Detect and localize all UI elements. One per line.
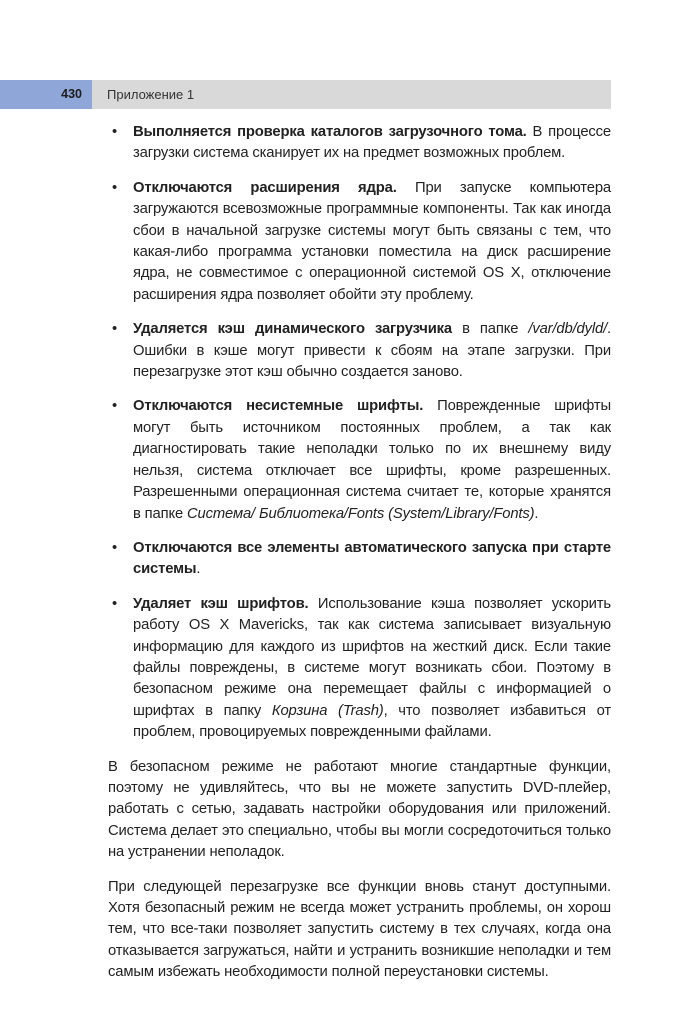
item-text: . [196,561,201,578]
item-text: в папке [452,321,529,338]
item-lead: Удаляется кэш динамического загрузчика [133,321,452,338]
list-item [108,538,611,581]
item-path: Корзина (Trash) [271,702,384,719]
item-text: Поврежденные шрифты могут быть источником постоянных проблем, а так как диагностировать такие неполадки только по их внешнему виду нельзя, система отключает все шрифты, кроме разрешенных. Разрешенными операционная система считает те, которые хранятся в папке [133,398,611,522]
section-title: Приложение 1 [92,80,611,109]
list-item [108,396,611,524]
item-text: . Ошибки в кэше могут привести к сбоям на этапе загрузки. При перезагрузке этот кэш обычно создается заново. [133,321,612,381]
paragraph: При следующей перезагрузке все функции вновь станут доступными. Хотя безопасный режим не всегда может устранить проблемы, он хорош тем, что все-таки позволяет запустить систему в тех случаях, когда она отказывается загружаться, найти и устранить возникшие неполадки и тем самым избежать необходимости полной переустановки системы. [108,878,611,981]
item-lead: Отключаются несистемные шрифты. [133,398,424,415]
item-lead: Удаляет кэш шрифтов. [133,595,309,612]
list-item [108,594,611,744]
item-path: Система/ Библиотека/Fonts (System/Library/Fonts) [187,505,535,522]
item-text: Использование кэша позволяет ускорить работу OS X Mavericks, так как система записывает визуальную информацию для каждого из шрифтов на жесткий диск. Если такие файлы повреждены, в системе могут возникать сбои. Поэтому в безопасном режиме она перемещает файлы с информацией о шрифтах в папку [133,595,611,719]
list-item [108,122,611,165]
item-text: , что позволяет избавиться от проблем, провоцируемых поврежденными файлами. [133,702,612,741]
list-item [108,319,611,383]
item-text: При запуске компьютера загружаются всевозможные программные компоненты. Так как иногда сбои в начальной загрузке системы могут быть связаны с тем, что какая-либо программа установки поместила на диск расширение ядра, не совместимое с операционной системой OS X, отключение расширения ядра позволяет обойти эту проблему. [133,179,612,303]
item-lead: Отключаются расширения ядра. [133,179,397,196]
bullet-list [108,122,611,744]
running-header [0,80,611,109]
item-text: В процессе загрузки система сканирует их на предмет возможных проблем. [133,124,611,162]
paragraph: В безопасном режиме не работают многие стандартные функции, поэтому не удивляйтесь, что вы не можете запустить DVD-плейер, работать с сетью, задавать настройки оборудования или приложений. Система делает это специально, чтобы вы могли сосредоточиться только на устранении неполадок. [108,758,611,861]
item-path: /var/db/dyld/ [528,321,608,338]
list-item [108,178,611,306]
body-text [108,122,611,997]
page-number: 430 [0,80,92,109]
item-lead: Выполняется проверка каталогов загрузочного тома. [133,124,527,140]
item-lead: Отключаются все элементы автоматического запуска при старте системы [133,539,611,578]
item-text: . [534,505,539,522]
